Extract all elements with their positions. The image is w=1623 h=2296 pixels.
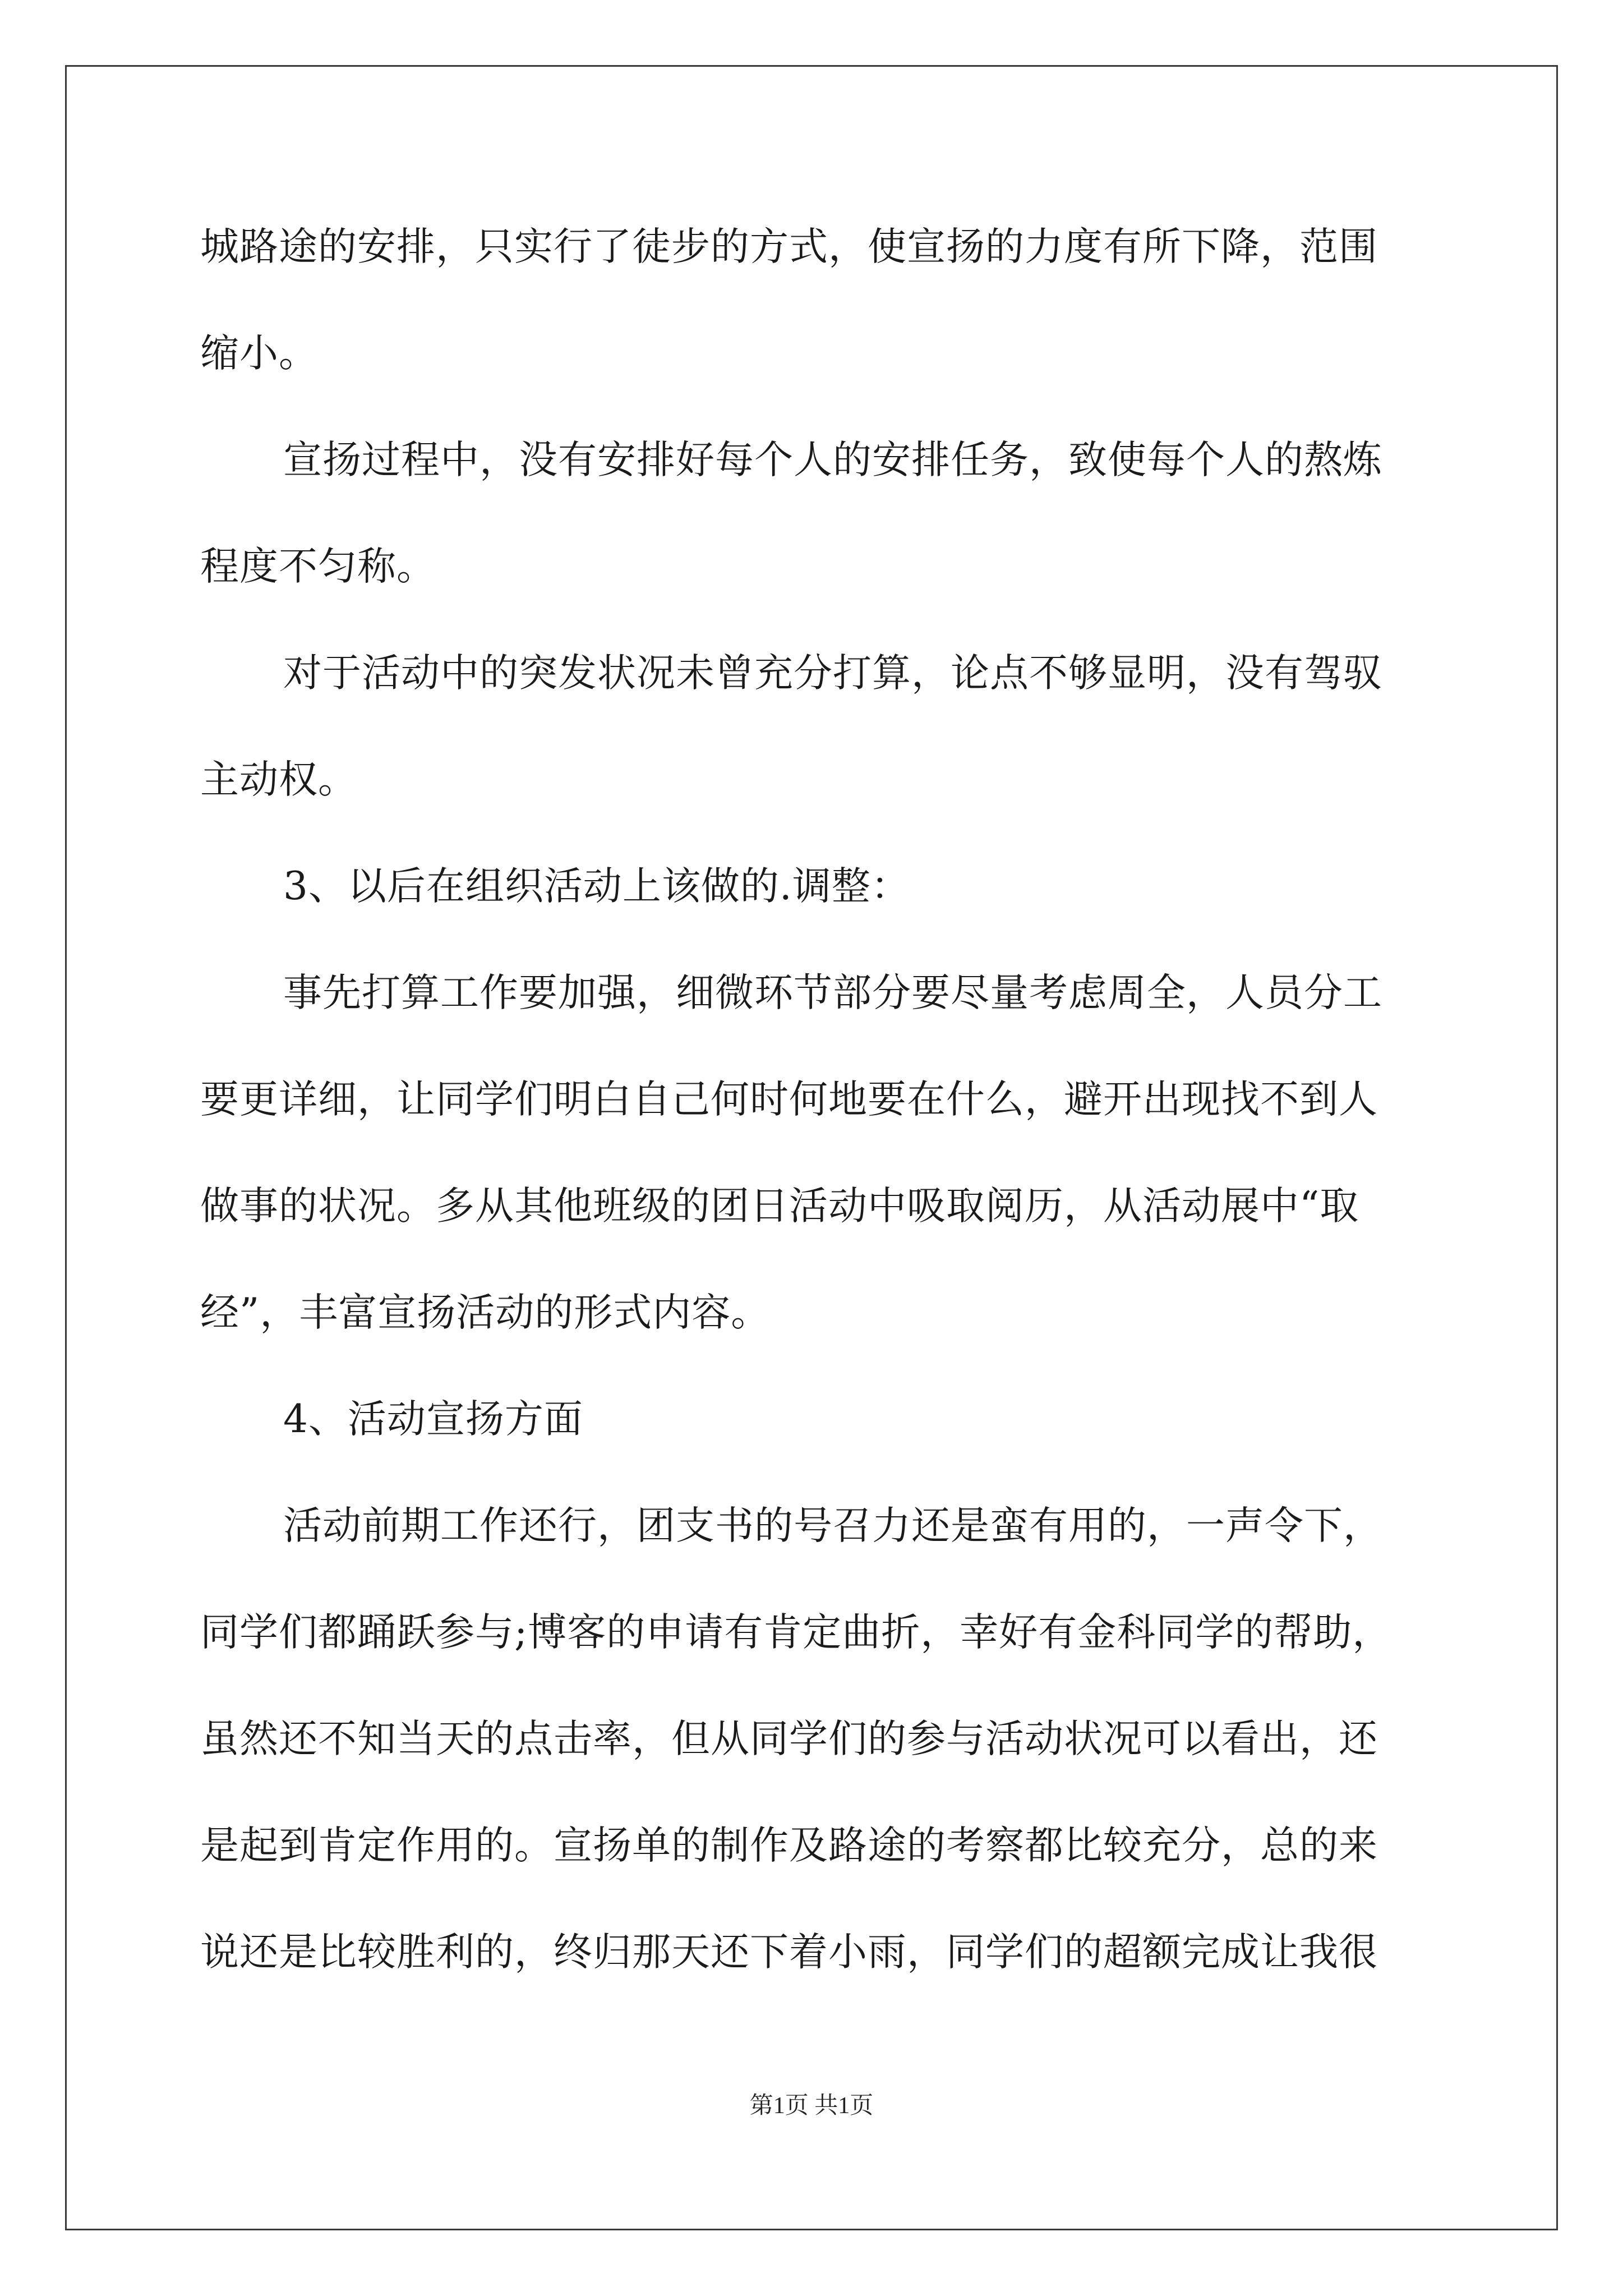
page-footer: 第1页 共1页 (749, 2093, 874, 2119)
text-line: 做事的状况。多从其他班级的团日活动中吸取阅历，从活动展中“取 (200, 1184, 1359, 1228)
text-line: 缩小。 (200, 331, 318, 376)
text-line: 同学们都踊跃参与;博客的申请有肯定曲折，幸好有金科同学的帮助， (200, 1610, 1392, 1655)
text-line: 要更详细，让同学们明白自己何时何地要在什么，避开出现找不到人 (200, 1077, 1378, 1122)
paragraph-start: 对于活动中的突发状况未曾充分打算，论点不够显明，没有驾驭 (283, 651, 1382, 696)
paragraph-start: 事先打算工作要加强，细微环节部分要尽量考虑周全，人员分工 (283, 970, 1382, 1015)
text-line: 程度不匀称。 (200, 544, 436, 589)
text-line: 城路途的安排，只实行了徒步的方式，使宣扬的力度有所下降，范围 (200, 224, 1378, 269)
text-line: 是起到肯定作用的。宣扬单的制作及路途的考察都比较充分，总的来 (200, 1823, 1378, 1868)
paragraph-start: 活动前期工作还行，团支书的号召力还是蛮有用的，一声令下， (283, 1503, 1382, 1548)
paragraph-start: 宣扬过程中，没有安排好每个人的安排任务，致使每个人的熬炼 (283, 438, 1382, 482)
text-line: 主动权。 (200, 757, 357, 802)
section-heading: 4、活动宣扬方面 (283, 1397, 583, 1442)
page-border (65, 65, 1558, 2230)
section-heading: 3、以后在组织活动上该做的.调整： (283, 864, 910, 909)
text-line: 经”，丰富宣扬活动的形式内容。 (200, 1290, 771, 1335)
text-line: 虽然还不知当天的点击率，但从同学们的参与活动状况可以看出，还 (200, 1717, 1378, 1761)
text-line: 说还是比较胜利的，终归那天还下着小雨，同学们的超额完成让我很 (200, 1930, 1378, 1975)
